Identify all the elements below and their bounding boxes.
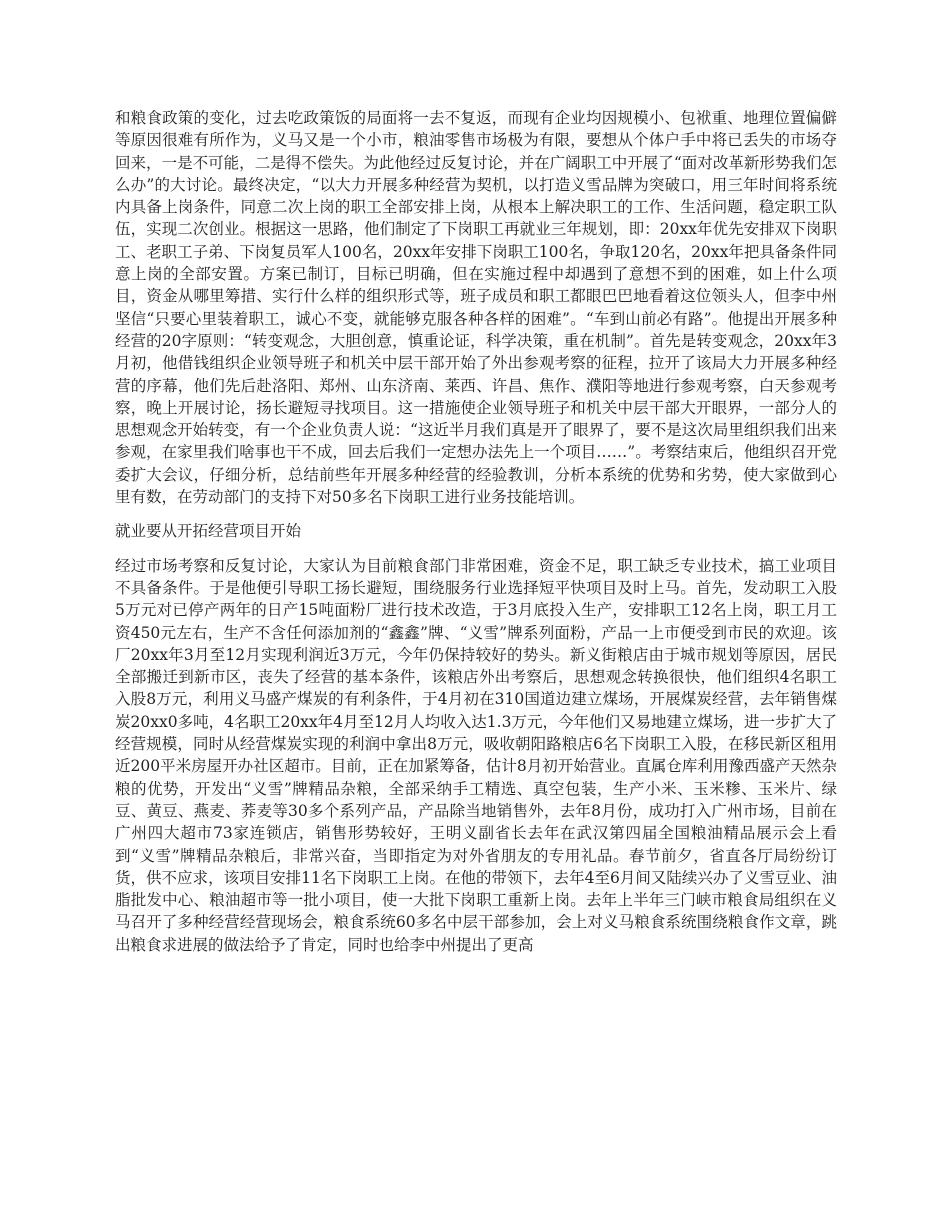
paragraph: 和粮食政策的变化，过去吃政策饭的局面将一去不复返，而现有企业均因规模小、包袱重、地理位置偏僻等原因很难有所作为，义马又是一个小市，粮油零售市场极为有限，要想从个体户手中将已丢失的市场夺回来，一是不可能，二是得不偿失。为此他经过反复讨论，并在广阔职工中开展了“面对改革新形势我们怎么办”的大讨论。最终决定，“以大力开展多种经营为契机，以打造义雪品牌为突破口，用三年时间将系统内具备上岗条件，同意二次上岗的职工全部安排上岗，从根本上解决职工的工作、生活问题，稳定职工队伍，实现二次创业。根据这一思路，他们制定了下岗职工再就业三年规划，即：20xx年优先安排双下岗职工、老职工子弟、下岗复员军人100名，20xx年安排下岗职工100名，争取120名，20xx年把具备条件同意上岗的全部安置。方案已制订，目标已明确，但在实施过程中却遇到了意想不到的困难，如上什么项目，资金从哪里筹措、实行什么样的组织形式等，班子成员和职工都眼巴巴地看着这位领头人，但李中州坚信“只要心里装着职工，诚心不变，就能够克服各种各样的困难”。“车到山前必有路”。他提出开展多种经营的20字原则：“转变观念，大胆创意，慎重论证，科学决策，重在机制”。首先是转变观念，20xx年3月初，他借钱组织企业领导班子和机关中层干部开始了外出参观考察的征程，拉开了该局大力开展多种经营的序幕，他们先后赴洛阳、郑州、山东济南、莱西、许昌、焦作、濮阳等地进行参观考察，白天参观考察，晚上开展讨论，扬长避短寻找项目。这一措施使企业领导班子和机关中层干部大开眼界，一部分人的思想观念开始转变，有一个企业负责人说：“这近半月我们真是开了眼界了，要不是这次局里组织我们出来参观，在家里我们啥事也干不成，回去后我们一定想办法先上一个项目……”。考察结束后，他组织召开党委扩大会议，仔细分析，总结前些年开展多种经营的经验教训，分析本系统的优势和劣势，使大家做到心里有数，在劳动部门的支持下对50多名下岗职工进行业务技能培训。 [115, 109, 837, 507]
paragraph: 经过市场考察和反复讨论，大家认为目前粮食部门非常困难，资金不足，职工缺乏专业技术，搞工业项目不具备条件。于是他便引导职工扬长避短，围绕服务行业选择短平快项目及时上马。首先，发动职工入股5万元对已停产两年的日产15吨面粉厂进行技术改造，于3月底投入生产，安排职工12名上岗，职工月工资450元左右，生产不含任何添加剂的“鑫鑫”牌、“义雪”牌系列面粉，产品一上市便受到市民的欢迎。该厂20xx年3月至12月实现利润近3万元，今年仍保持较好的势头。新义街粮店由于城市规划等原因，居民全部搬迁到新市区，丧失了经营的基本条件，该粮店外出考察后，思想观念转换很快，他们组织4名职工入股8万元，利用义马盛产煤炭的有利条件，于4月初在310国道边建立煤场，开展煤炭经营，去年销售煤炭20xx0多吨，4名职工20xx年4月至12月人均收入达1.3万元，今年他们又易地建立煤场，进一步扩大了经营规模，同时从经营煤炭实现的利润中拿出8万元，吸收朝阳路粮店6名下岗职工入股，在移民新区租用近200平米房屋开办社区超市。目前，正在加紧筹备，估计8月初开始营业。直属仓库利用豫西盛产天然杂粮的优势，开发出“义雪”牌精品杂粮，全部采纳手工精选、真空包装，生产小米、玉米糁、玉米片、绿豆、黄豆、燕麦、荞麦等30多个系列产品，产品除当地销售外，去年8月份，成功打入广州市场，目前在广州四大超市73家连锁店，销售形势较好，王明义副省长去年在武汉第四届全国粮油精品展示会上看到“义雪”牌精品杂粮后，非常兴奋，当即指定为对外省朋友的专用礼品。春节前夕，省直各厅局纷纷订货，供不应求，该项目安排11名下岗职工上岗。在他的带领下，去年4至6月间又陆续兴办了义雪豆业、油脂批发中心、粮油超市等一批小项目，使一大批下岗职工重新上岗。去年上半年三门峡市粮食局组织在义马召开了多种经营经营现场会，粮食系统60多名中层干部参加，会上对义马粮食系统围绕粮食作文章，跳出粮食求进展的做法给予了肯定，同时也给李中州提出了更高 [115, 556, 837, 954]
section-heading: 就业要从开拓经营项目开始 [115, 522, 302, 541]
document-body [115, 107, 837, 968]
